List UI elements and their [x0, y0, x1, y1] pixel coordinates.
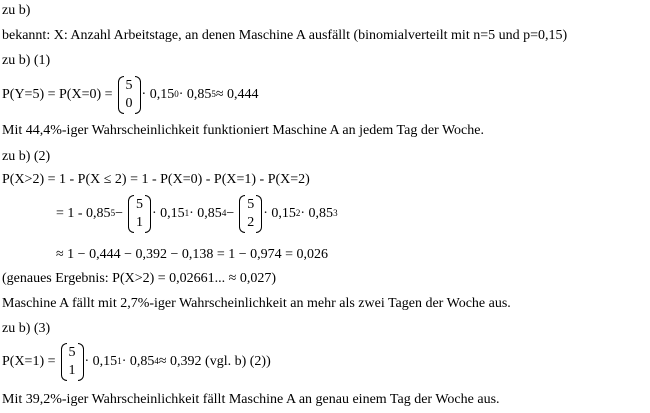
conclusion-b3: Mit 39,2%-iger Wahrscheinlichkeit fällt Maschine A an genau einem Tag der Woche aus. [2, 392, 500, 407]
formula-b3-result: ≈ 0,392 (vgl. b) (2)) [158, 354, 271, 369]
section-heading-b: zu b) [2, 3, 31, 18]
section-heading-b3: zu b) (3) [2, 321, 51, 336]
formula-b1-factor1: · 0,15 [141, 87, 175, 102]
given-statement: bekannt: X: Anzahl Arbeitstage, an denen Maschine A ausfällt (binomialverteilt mit n=5 und p=0,15) [2, 28, 568, 43]
binom-n: 5 [125, 78, 133, 93]
formula-b1: P(Y=5) = P(X=0) = 5 0 · 0,15 $^0$ · 0,85 $^5$ ≈ 0,444 [2, 76, 259, 114]
binom-k: 1 [68, 363, 76, 378]
binom-n: 5 [68, 345, 76, 360]
conclusion-b2: Maschine A fällt mit 2,7%-iger Wahrscheinlichkeit an mehr als zwei Tagen der Woche aus. [2, 296, 511, 311]
formula-b2-lhs: = 1 - 0,85 [56, 206, 111, 221]
binomial-coefficient [61, 343, 84, 381]
section-heading-b1: zu b) (1) [2, 53, 51, 68]
binom-k: 0 [125, 96, 133, 111]
formula-b1-result: ≈ 0,444 [215, 87, 259, 102]
binom-n: 5 [135, 197, 143, 212]
binomial-coefficient [128, 195, 151, 233]
formula-b2-minus2: − [226, 206, 235, 221]
formula-b2-line3: ≈ 1 − 0,444 − 0,392 − 0,138 = 1 − 0,974 = 0,026 [56, 247, 329, 262]
binom-k: 1 [135, 215, 143, 230]
formula-b3-lhs: P(X=1) = [2, 354, 56, 369]
binom-n: 5 [247, 197, 255, 212]
formula-b2-t2a: · 0,15 [263, 206, 296, 221]
formula-b3: P(X=1) = 5 1 · 0,15 $^1$ · 0,85 $^4$ ≈ 0,392 (vgl. b) (2)) [2, 343, 271, 381]
binom-k: 2 [247, 215, 255, 230]
formula-b2-line2: = 1 - 0,85 $^5$ − 5 1 · 0,15 $^1$ · 0,85 $^4$ − 5 2 · 0,15 $^2$ · 0,85 $^3$ [56, 195, 338, 233]
binomial-coefficient [118, 76, 141, 114]
section-heading-b2: zu b) (2) [2, 149, 51, 164]
formula-b2-t2b: · 0,85 [300, 206, 334, 221]
formula-b2-t1a: · 0,15 [151, 206, 185, 221]
formula-b1-lhs: P(Y=5) = P(X=0) = [2, 87, 113, 102]
formula-b1-factor2: · 0,85 [178, 87, 212, 102]
formula-b2-t1b: · 0,85 [189, 206, 222, 221]
binomial-coefficient [239, 195, 262, 233]
conclusion-b1: Mit 44,4%-iger Wahrscheinlichkeit funktioniert Maschine A an jedem Tag der Woche. [2, 123, 484, 138]
formula-b3-factor2: · 0,85 [121, 354, 155, 369]
exact-result: (genaues Ergebnis: P(X>2) = 0,02661... ≈ 0,027) [2, 271, 277, 286]
formula-b2-minus1: − [115, 206, 123, 221]
formula-b3-factor1: · 0,15 [84, 354, 118, 369]
formula-b2-line1: P(X>2) = 1 - P(X ≤ 2) = 1 - P(X=0) - P(X=1) - P(X=2) [2, 172, 310, 187]
